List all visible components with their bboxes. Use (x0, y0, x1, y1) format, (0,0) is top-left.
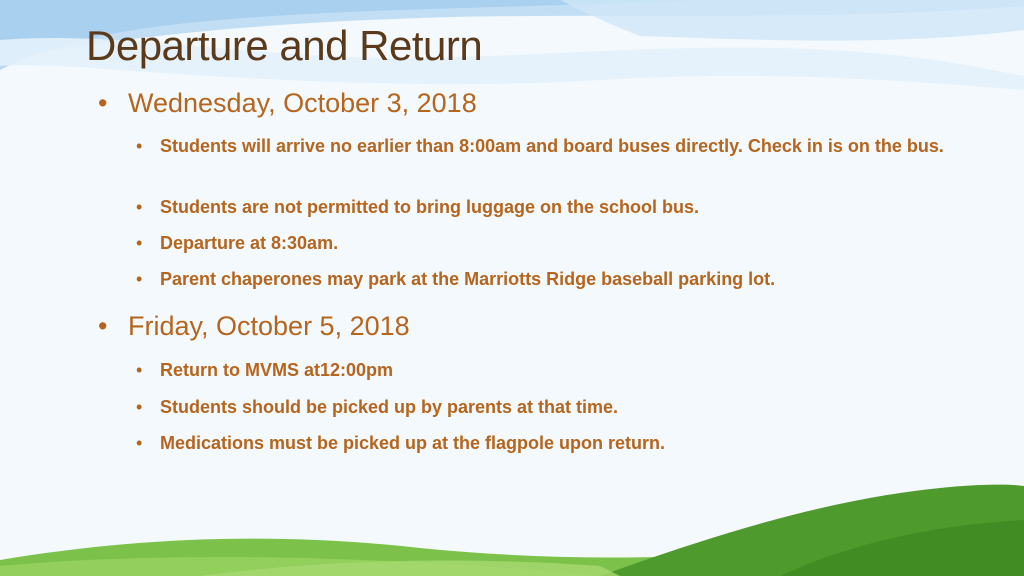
bullet-icon: • (136, 233, 143, 253)
bullet-icon: • (136, 397, 143, 417)
bullet-icon: • (136, 136, 143, 156)
bullet-icon: • (136, 360, 143, 380)
bullet-icon: • (98, 88, 108, 118)
slide-title: Departure and Return (86, 22, 483, 69)
bullet-icon: • (98, 311, 108, 341)
bullet-icon: • (136, 433, 143, 453)
bullet-icon: • (136, 197, 143, 217)
bullet-icon: • (136, 269, 143, 289)
